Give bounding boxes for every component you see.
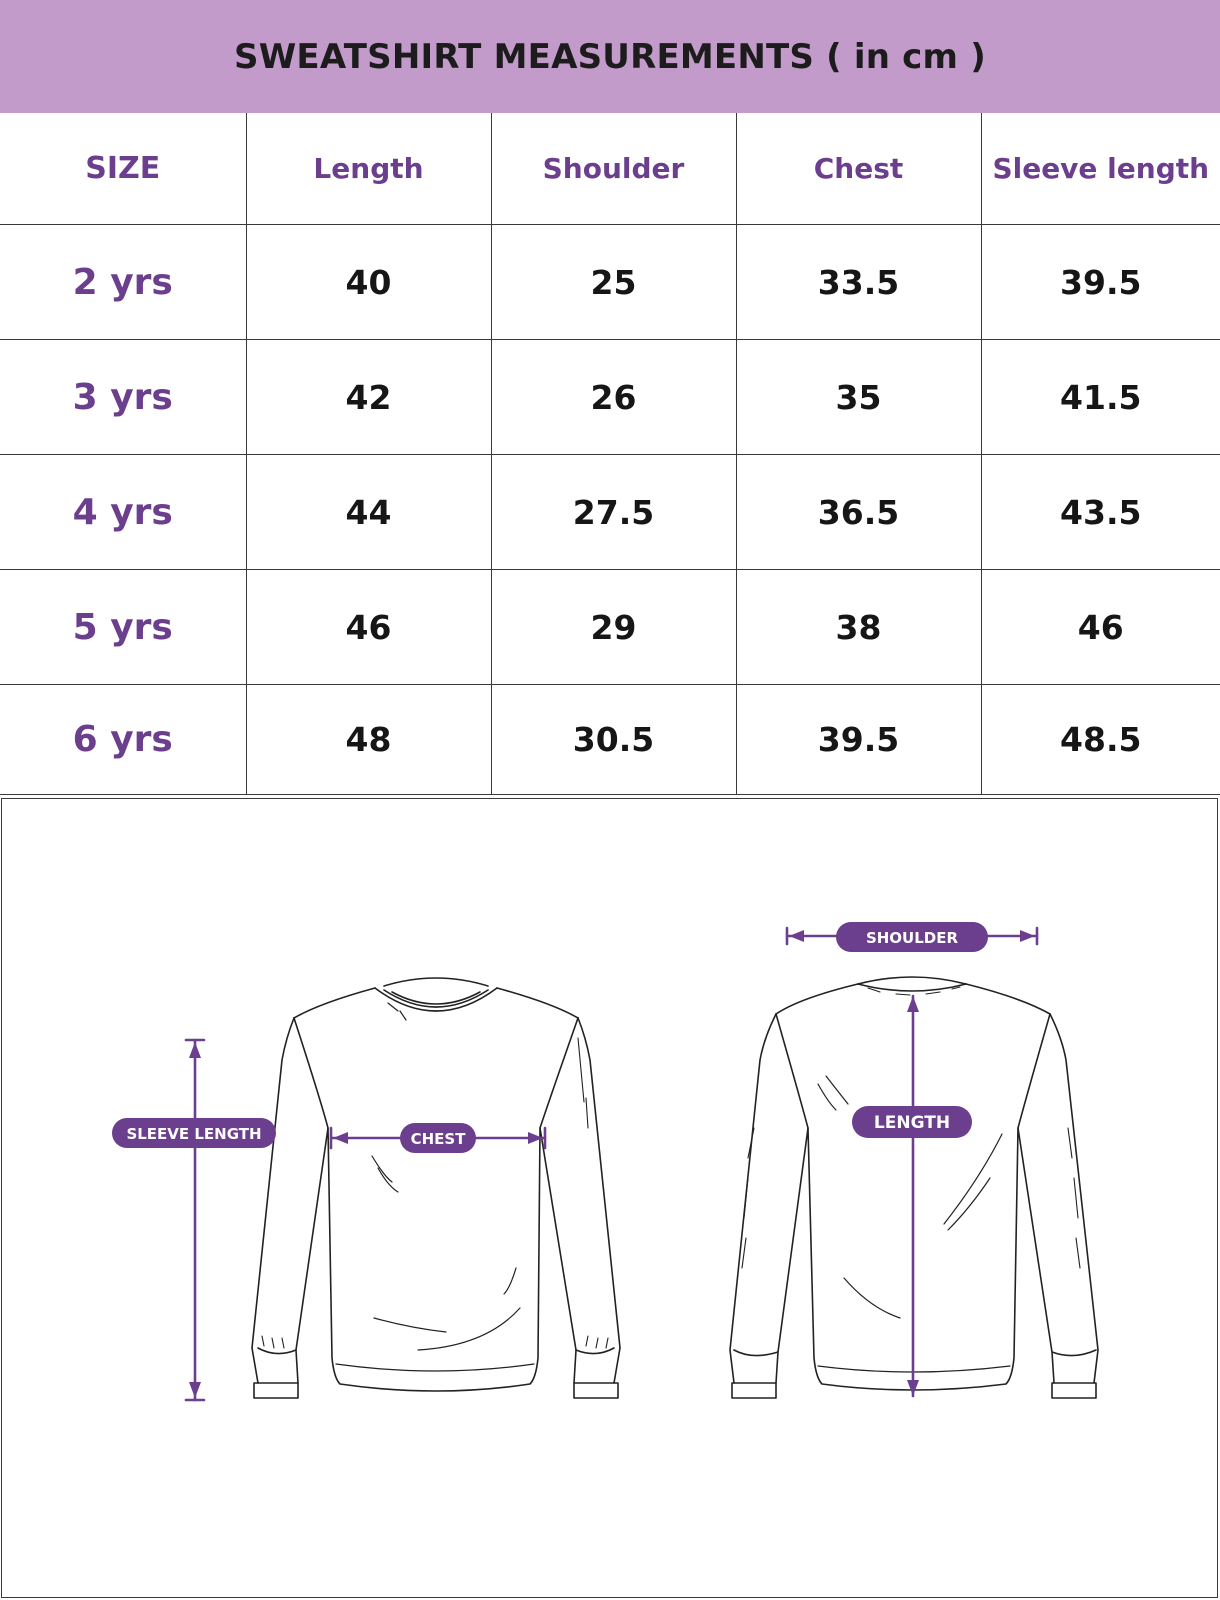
arrowhead-left-icon (333, 1132, 348, 1144)
column-header-shoulder: Shoulder (491, 113, 736, 225)
table-row (0, 340, 1220, 455)
column-header-length: Length (246, 113, 491, 225)
sleeve-cell: 46 (981, 570, 1220, 685)
svg-text:SLEEVE LENGTH: SLEEVE LENGTH (126, 1125, 262, 1143)
arrowhead-up-icon (907, 996, 919, 1012)
chest-label (400, 1123, 476, 1153)
size-cell: 2 yrs (0, 225, 246, 340)
chest-cell: 35 (736, 340, 981, 455)
measurement-diagram (0, 798, 1220, 1600)
sleeve-length-label (112, 1118, 276, 1148)
chest-cell: 33.5 (736, 225, 981, 340)
shoulder-cell: 26 (491, 340, 736, 455)
size-cell: 6 yrs (0, 685, 246, 795)
sleeve-cell: 48.5 (981, 685, 1220, 795)
chest-cell: 36.5 (736, 455, 981, 570)
sleeve-cell: 41.5 (981, 340, 1220, 455)
size-cell: 5 yrs (0, 570, 246, 685)
shoulder-cell: 27.5 (491, 455, 736, 570)
shoulder-label (836, 922, 988, 952)
size-cell: 4 yrs (0, 455, 246, 570)
length-cell: 48 (246, 685, 491, 795)
column-header-sleeve-length: Sleeve length (981, 113, 1220, 225)
arrowhead-up-icon (189, 1042, 201, 1058)
arrowhead-left-icon (789, 930, 804, 942)
arrowhead-down-icon (907, 1380, 919, 1396)
table-row (0, 685, 1220, 795)
arrowhead-down-icon (189, 1382, 201, 1398)
chest-cell: 39.5 (736, 685, 981, 795)
page-title: SWEATSHIRT MEASUREMENTS ( in cm ) (234, 36, 986, 77)
chest-cell: 38 (736, 570, 981, 685)
svg-text:SHOULDER: SHOULDER (865, 929, 959, 947)
table-row (0, 570, 1220, 685)
arrowhead-right-icon (1020, 930, 1035, 942)
svg-text:LENGTH: LENGTH (873, 1113, 951, 1133)
sleeve-cell: 39.5 (981, 225, 1220, 340)
length-cell: 44 (246, 455, 491, 570)
table-row (0, 455, 1220, 570)
sleeve-cell: 43.5 (981, 455, 1220, 570)
length-cell: 46 (246, 570, 491, 685)
column-header-chest: Chest (736, 113, 981, 225)
svg-text:CHEST: CHEST (410, 1130, 466, 1148)
length-label (852, 1106, 972, 1138)
table-row (0, 225, 1220, 340)
table-header-row (0, 113, 1220, 225)
length-cell: 42 (246, 340, 491, 455)
column-header-size: SIZE (0, 113, 246, 225)
size-cell: 3 yrs (0, 340, 246, 455)
shoulder-cell: 25 (491, 225, 736, 340)
front-sweatshirt-illustration (252, 978, 620, 1398)
shoulder-cell: 29 (491, 570, 736, 685)
measurements-table (0, 113, 1220, 795)
length-cell: 40 (246, 225, 491, 340)
shoulder-cell: 30.5 (491, 685, 736, 795)
